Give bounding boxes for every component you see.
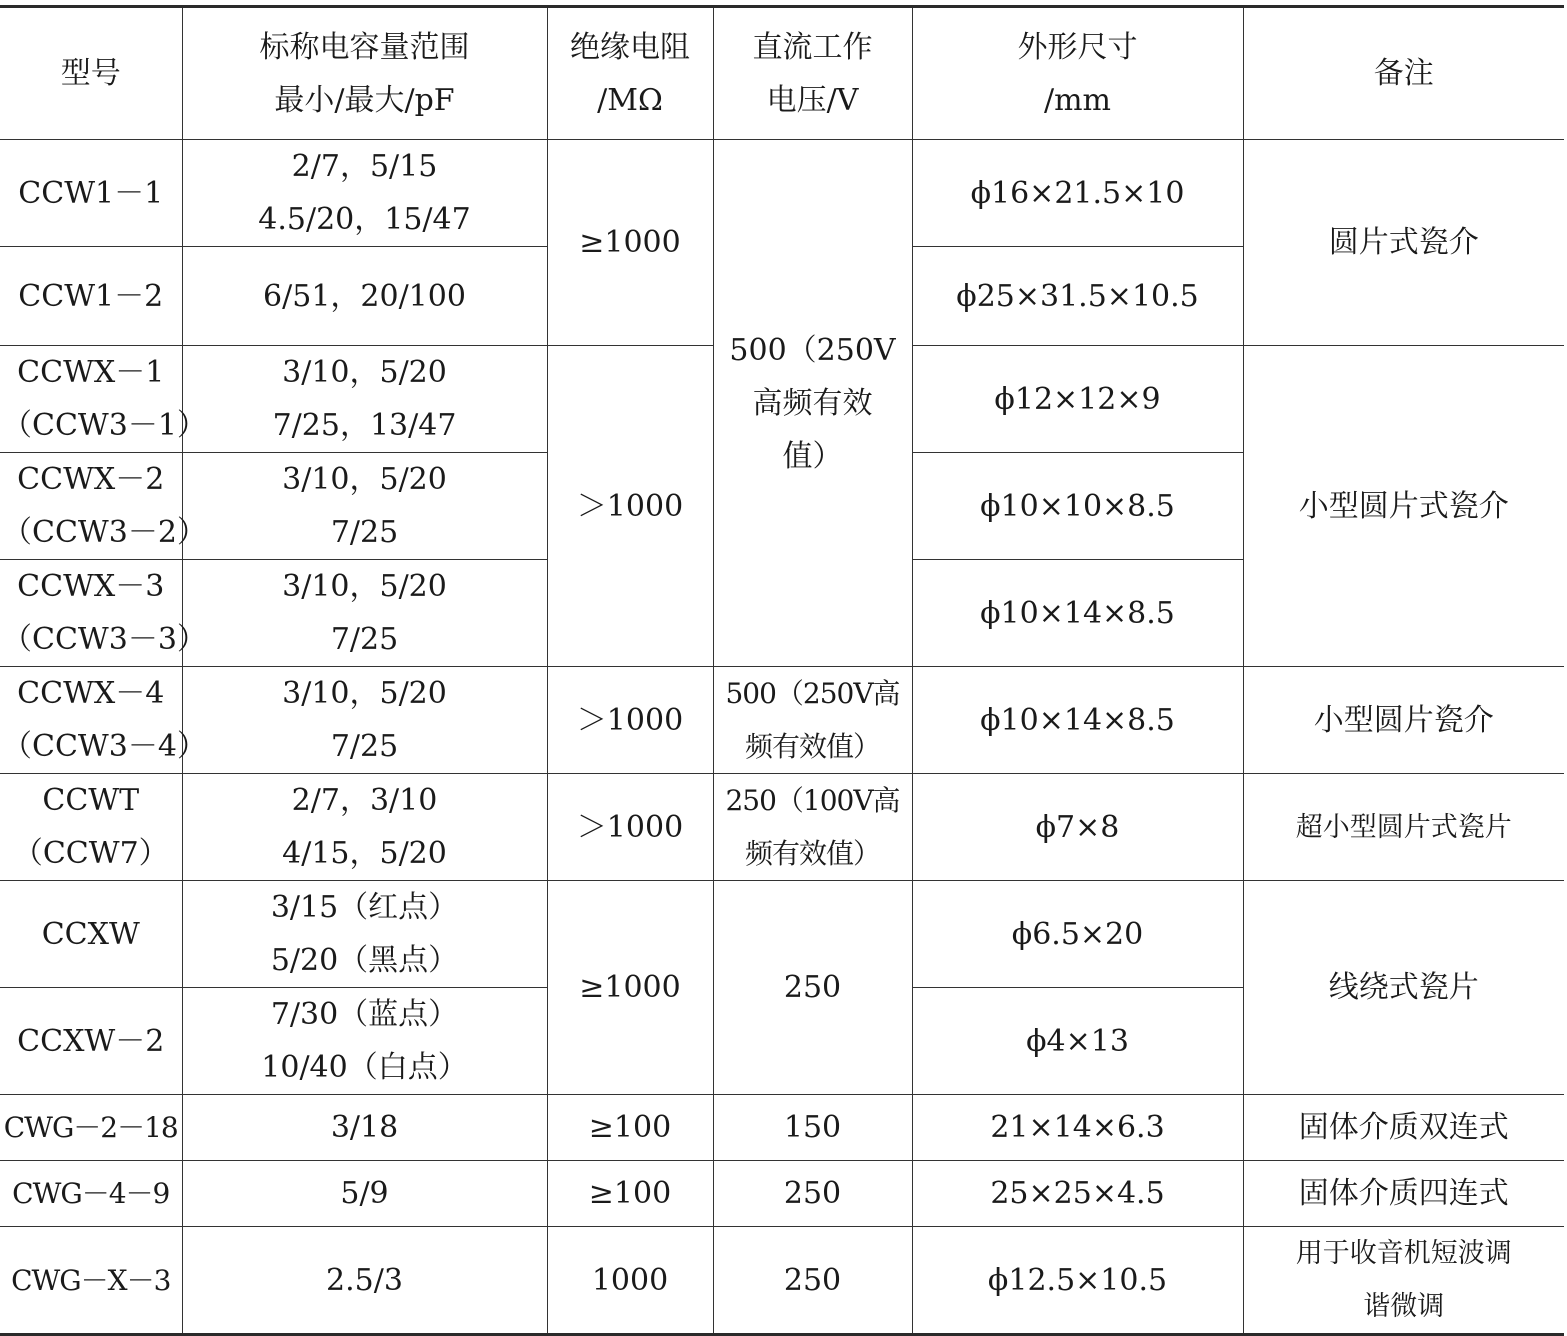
cell-note: 用于收音机短波调 谐微调 (1243, 1227, 1564, 1335)
cell-size: 21×14×6.3 (912, 1095, 1243, 1161)
cell-capacity: 6/51，20/100 (182, 247, 547, 346)
cell-voltage-merged: 250 (713, 881, 912, 1095)
cell-voltage-merged: 500（250V 高频有效 值） (713, 140, 912, 667)
cell-note: 超小型圆片式瓷片 (1243, 774, 1564, 881)
header-resistance: 绝缘电阻 /MΩ (547, 7, 713, 140)
cell-model: CWG－X－3 (0, 1227, 182, 1335)
cell-size: ϕ7×8 (912, 774, 1243, 881)
header-size: 外形尺寸 /mm (912, 7, 1243, 140)
cell-model: CCWX－3 （CCW3－3） (0, 560, 182, 667)
cell-capacity: 3/18 (182, 1095, 547, 1161)
cell-model: CCXW (0, 881, 182, 988)
cell-resistance-merged: ＞1000 (547, 346, 713, 667)
header-model: 型号 (0, 7, 182, 140)
cell-note: 小型圆片瓷介 (1243, 667, 1564, 774)
cell-size: ϕ12×12×9 (912, 346, 1243, 453)
cell-note-merged: 小型圆片式瓷介 (1243, 346, 1564, 667)
cell-model: CCWX－1 （CCW3－1） (0, 346, 182, 453)
cell-resistance: ＞1000 (547, 667, 713, 774)
cell-capacity: 7/30（蓝点） 10/40（白点） (182, 988, 547, 1095)
cell-capacity: 3/10，5/20 7/25 (182, 560, 547, 667)
cell-resistance-merged: ≥1000 (547, 881, 713, 1095)
cell-resistance: ＞1000 (547, 774, 713, 881)
cell-model: CCW1－2 (0, 247, 182, 346)
cell-capacity: 3/10，5/20 7/25，13/47 (182, 346, 547, 453)
cell-size: ϕ6.5×20 (912, 881, 1243, 988)
cell-model: CCW1－1 (0, 140, 182, 247)
cell-size: ϕ25×31.5×10.5 (912, 247, 1243, 346)
table-header-row (0, 7, 1564, 140)
cell-capacity: 3/10，5/20 7/25 (182, 453, 547, 560)
header-voltage: 直流工作 电压/V (713, 7, 912, 140)
table-row (0, 1095, 1564, 1161)
cell-voltage: 250（100V高 频有效值） (713, 774, 912, 881)
cell-resistance: 1000 (547, 1227, 713, 1335)
cell-resistance-merged: ≥1000 (547, 140, 713, 346)
cell-model: CCWX－2 （CCW3－2） (0, 453, 182, 560)
cell-model: CCXW－2 (0, 988, 182, 1095)
cell-model: CWG－2－18 (0, 1095, 182, 1161)
header-capacity: 标称电容量范围 最小/最大/pF (182, 7, 547, 140)
table-row (0, 774, 1564, 881)
cell-size: ϕ10×10×8.5 (912, 453, 1243, 560)
cell-voltage: 500（250V高 频有效值） (713, 667, 912, 774)
cell-capacity: 3/10，5/20 7/25 (182, 667, 547, 774)
cell-size: 25×25×4.5 (912, 1161, 1243, 1227)
cell-model: CCWT （CCW7） (0, 774, 182, 881)
cell-capacity: 2/7，3/10 4/15，5/20 (182, 774, 547, 881)
cell-resistance: ≥100 (547, 1161, 713, 1227)
table-row (0, 140, 1564, 247)
cell-capacity: 3/15（红点） 5/20（黑点） (182, 881, 547, 988)
table-row (0, 1161, 1564, 1227)
table-row (0, 667, 1564, 774)
cell-note-merged: 线绕式瓷片 (1243, 881, 1564, 1095)
cell-voltage: 250 (713, 1161, 912, 1227)
cell-note: 固体介质双连式 (1243, 1095, 1564, 1161)
cell-capacity: 5/9 (182, 1161, 547, 1227)
cell-size: ϕ10×14×8.5 (912, 560, 1243, 667)
cell-note-merged: 圆片式瓷介 (1243, 140, 1564, 346)
cell-size: ϕ12.5×10.5 (912, 1227, 1243, 1335)
cell-voltage: 150 (713, 1095, 912, 1161)
cell-size: ϕ16×21.5×10 (912, 140, 1243, 247)
header-note: 备注 (1243, 7, 1564, 140)
cell-note: 固体介质四连式 (1243, 1161, 1564, 1227)
cell-capacity: 2.5/3 (182, 1227, 547, 1335)
cell-size: ϕ4×13 (912, 988, 1243, 1095)
cell-voltage: 250 (713, 1227, 912, 1335)
cell-resistance: ≥100 (547, 1095, 713, 1161)
table-row (0, 881, 1564, 988)
cell-capacity: 2/7，5/15 4.5/20，15/47 (182, 140, 547, 247)
cell-model: CCWX－4 （CCW3－4） (0, 667, 182, 774)
table-row (0, 1227, 1564, 1335)
cell-size: ϕ10×14×8.5 (912, 667, 1243, 774)
capacitor-spec-table (0, 5, 1564, 1336)
cell-model: CWG－4－9 (0, 1161, 182, 1227)
